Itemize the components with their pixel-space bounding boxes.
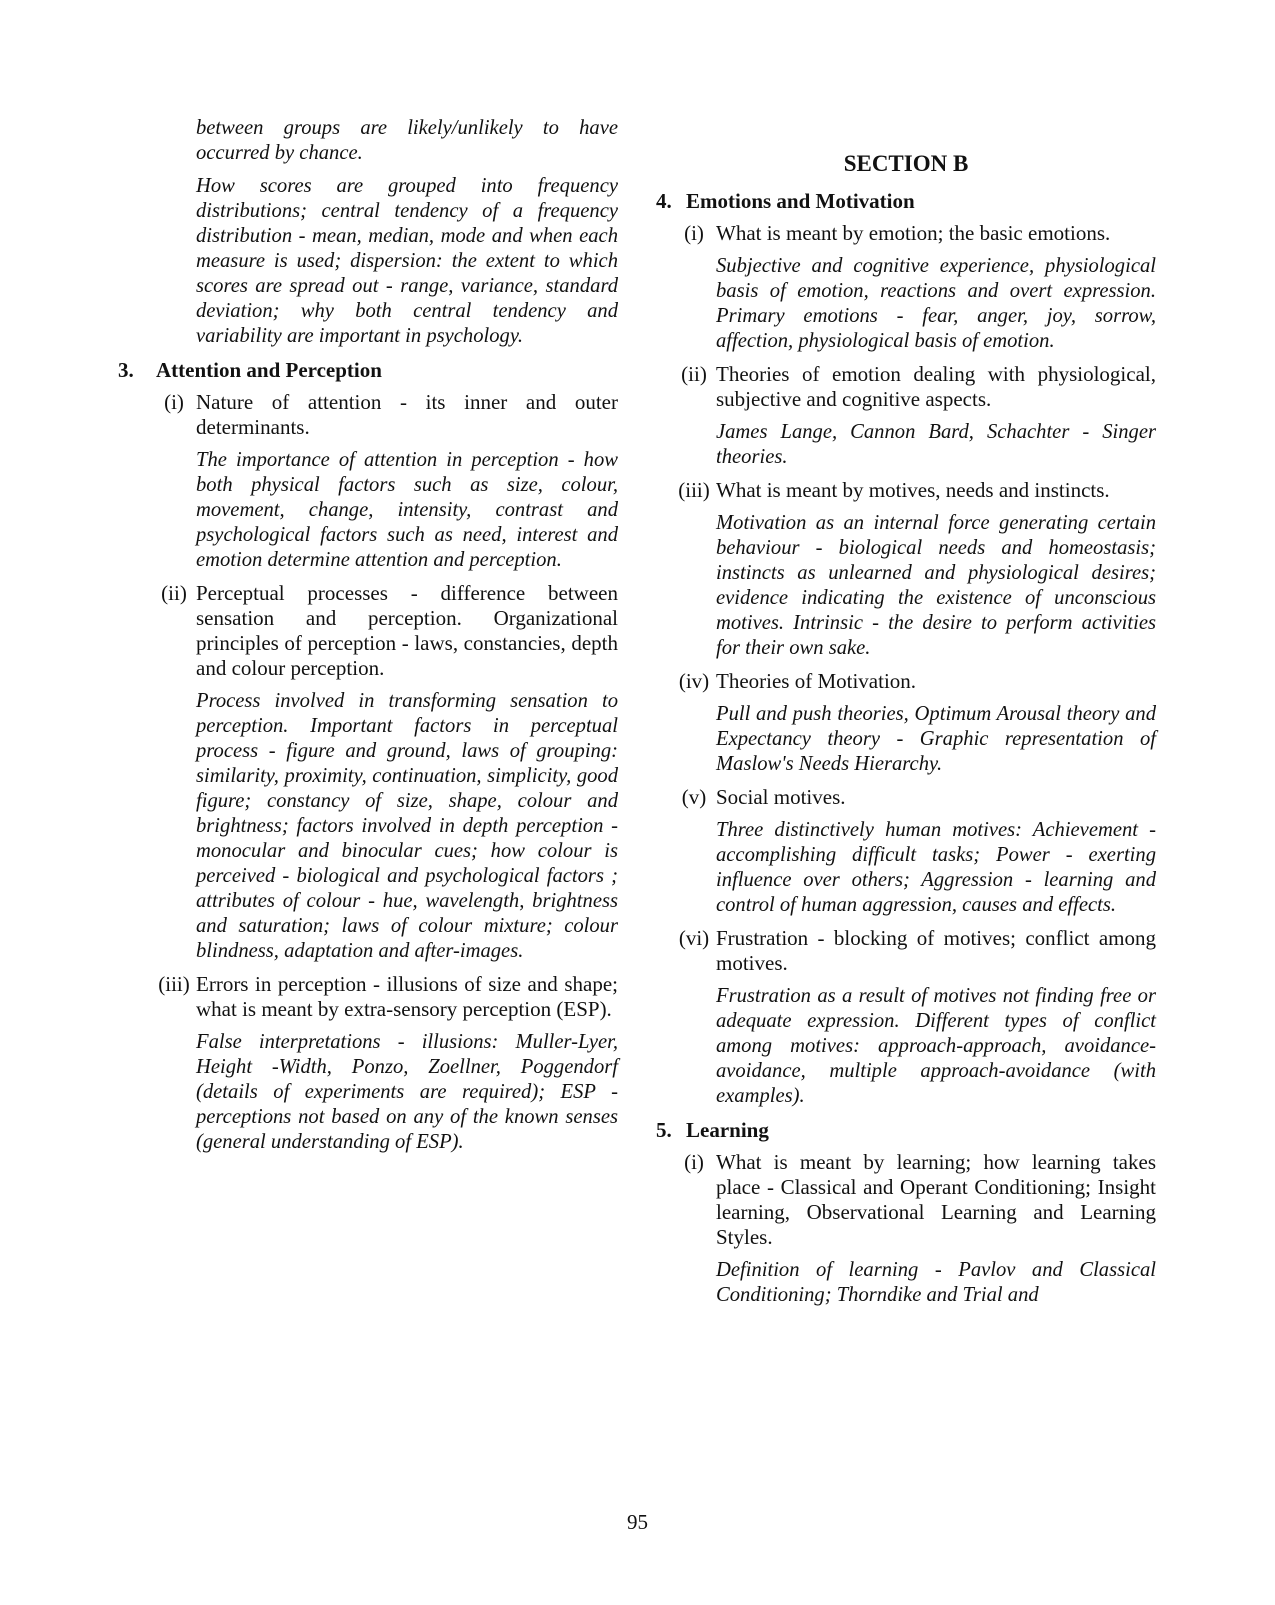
item-number: (iii) [158,972,190,996]
section-4-number: 4. [656,189,672,213]
item-detail: Subjective and cognitive experience, physiological basis of emotion, reactions and overt expression. Primary emotions - fear, anger, joy, sorrow, affection, physiological basis of emotion. [716,255,1156,352]
item-number: (i) [164,390,184,414]
list-item [672,926,1156,976]
item-detail: James Lange, Cannon Bard, Schachter - Singer theories. [716,421,1156,468]
item-detail: Process involved in transforming sensation to perception. Important factors in perceptual process - figure and ground, laws of grouping: similarity, proximity, continuation, simplicity, good figure; constancy of size, shape, colour and brightness; factors involved in depth perception -monocular and binocular cues; how colour is perceived - biological and psychological factors ; attributes of colour - hue, wavelength, brightness and saturation; laws of colour mixture; colour blindness, adaptation and after-images. [196,690,618,962]
section-3-number: 3. [118,358,134,382]
item-detail: Motivation as an internal force generating certain behaviour - biological needs and homeostasis; instincts as unlearned and physiological desires; evidence indicating the existence of unconscious motives. Intrinsic - the desire to perform activities for their own sake. [716,512,1156,659]
item-number: (i) [684,221,704,245]
list-item [152,972,618,1022]
item-text: What is meant by emotion; the basic emotions. [716,221,1111,245]
list-item [672,1150,1156,1250]
section-4-title: Emotions and Motivation [686,189,915,213]
item-detail: Three distinctively human motives: Achievement - accomplishing difficult tasks; Power - exerting influence over others; Aggression - learning and control of human aggression, causes and effects. [716,819,1156,916]
item-text: Theories of Motivation. [716,669,917,693]
item-number: (iii) [678,478,710,502]
page-number: 95 [627,1510,648,1534]
item-detail: Pull and push theories, Optimum Arousal theory and Expectancy theory - Graphic representation of Maslow's Needs Hierarchy. [716,703,1156,775]
item-detail: Definition of learning - Pavlov and Classical Conditioning; Thorndike and Trial and [716,1259,1156,1306]
list-item [152,390,618,440]
item-number: (i) [684,1150,704,1174]
intro-continuation: between groups are likely/unlikely to have occurred by chance. [196,117,618,164]
item-text: Theories of emotion dealing with physiological, subjective and cognitive aspects. [716,362,1156,411]
section-5-title: Learning [686,1118,769,1142]
list-item [672,362,1156,412]
item-text: What is meant by motives, needs and instincts. [716,478,1110,502]
item-text: Social motives. [716,785,846,809]
section-4-heading [656,188,1156,214]
item-number: (ii) [681,362,707,386]
item-number: (vi) [678,926,710,950]
item-text: What is meant by learning; how learning takes place - Classical and Operant Conditioning; Insight learning, Observational Learning and Learning Styles. [716,1150,1156,1249]
section-3-heading [118,357,618,383]
item-detail: Frustration as a result of motives not finding free or adequate expression. Different types of conflict among motives: approach-approach, avoidance-avoidance, multiple approach-avoidance (with examples). [716,985,1156,1107]
item-text: Nature of attention - its inner and outer determinants. [196,390,618,439]
section-3-title: Attention and Perception [156,358,382,382]
list-item [672,221,1156,246]
item-text: Errors in perception - illusions of size and shape; what is meant by extra-sensory perception (ESP). [196,972,618,1021]
item-number: (ii) [161,581,187,605]
right-column [656,116,1156,1316]
intro-paragraph: How scores are grouped into frequency distributions; central tendency of a frequency distribution - mean, median, mode and when each measure is used; dispersion: the extent to which scores are spread out - range, variance, standard deviation; why both central tendency and variability are important in psychology. [196,175,618,347]
item-number: (v) [681,785,707,809]
list-item [672,785,1156,810]
item-text: Frustration - blocking of motives; conflict among motives. [716,926,1156,975]
list-item [672,478,1156,503]
section-5-number: 5. [656,1118,672,1142]
left-column [118,116,618,1163]
item-text: Perceptual processes - difference between sensation and perception. Organizational principles of perception - laws, constancies, depth and colour perception. [196,581,618,680]
item-detail: False interpretations - illusions: Muller-Lyer, Height -Width, Ponzo, Zoellner, Poggendorf (details of experiments are required); ESP - perceptions not based on any of the known senses (general understanding of ESP). [196,1031,618,1153]
list-item [672,669,1156,694]
item-detail: The importance of attention in perception - how both physical factors such as size, colour, movement, change, intensity, contrast and psychological factors such as need, interest and emotion determine attention and perception. [196,449,618,571]
item-number: (iv) [678,669,710,693]
section-title: SECTION B [843,151,969,176]
list-item [152,581,618,681]
section-5-heading [656,1117,1156,1143]
